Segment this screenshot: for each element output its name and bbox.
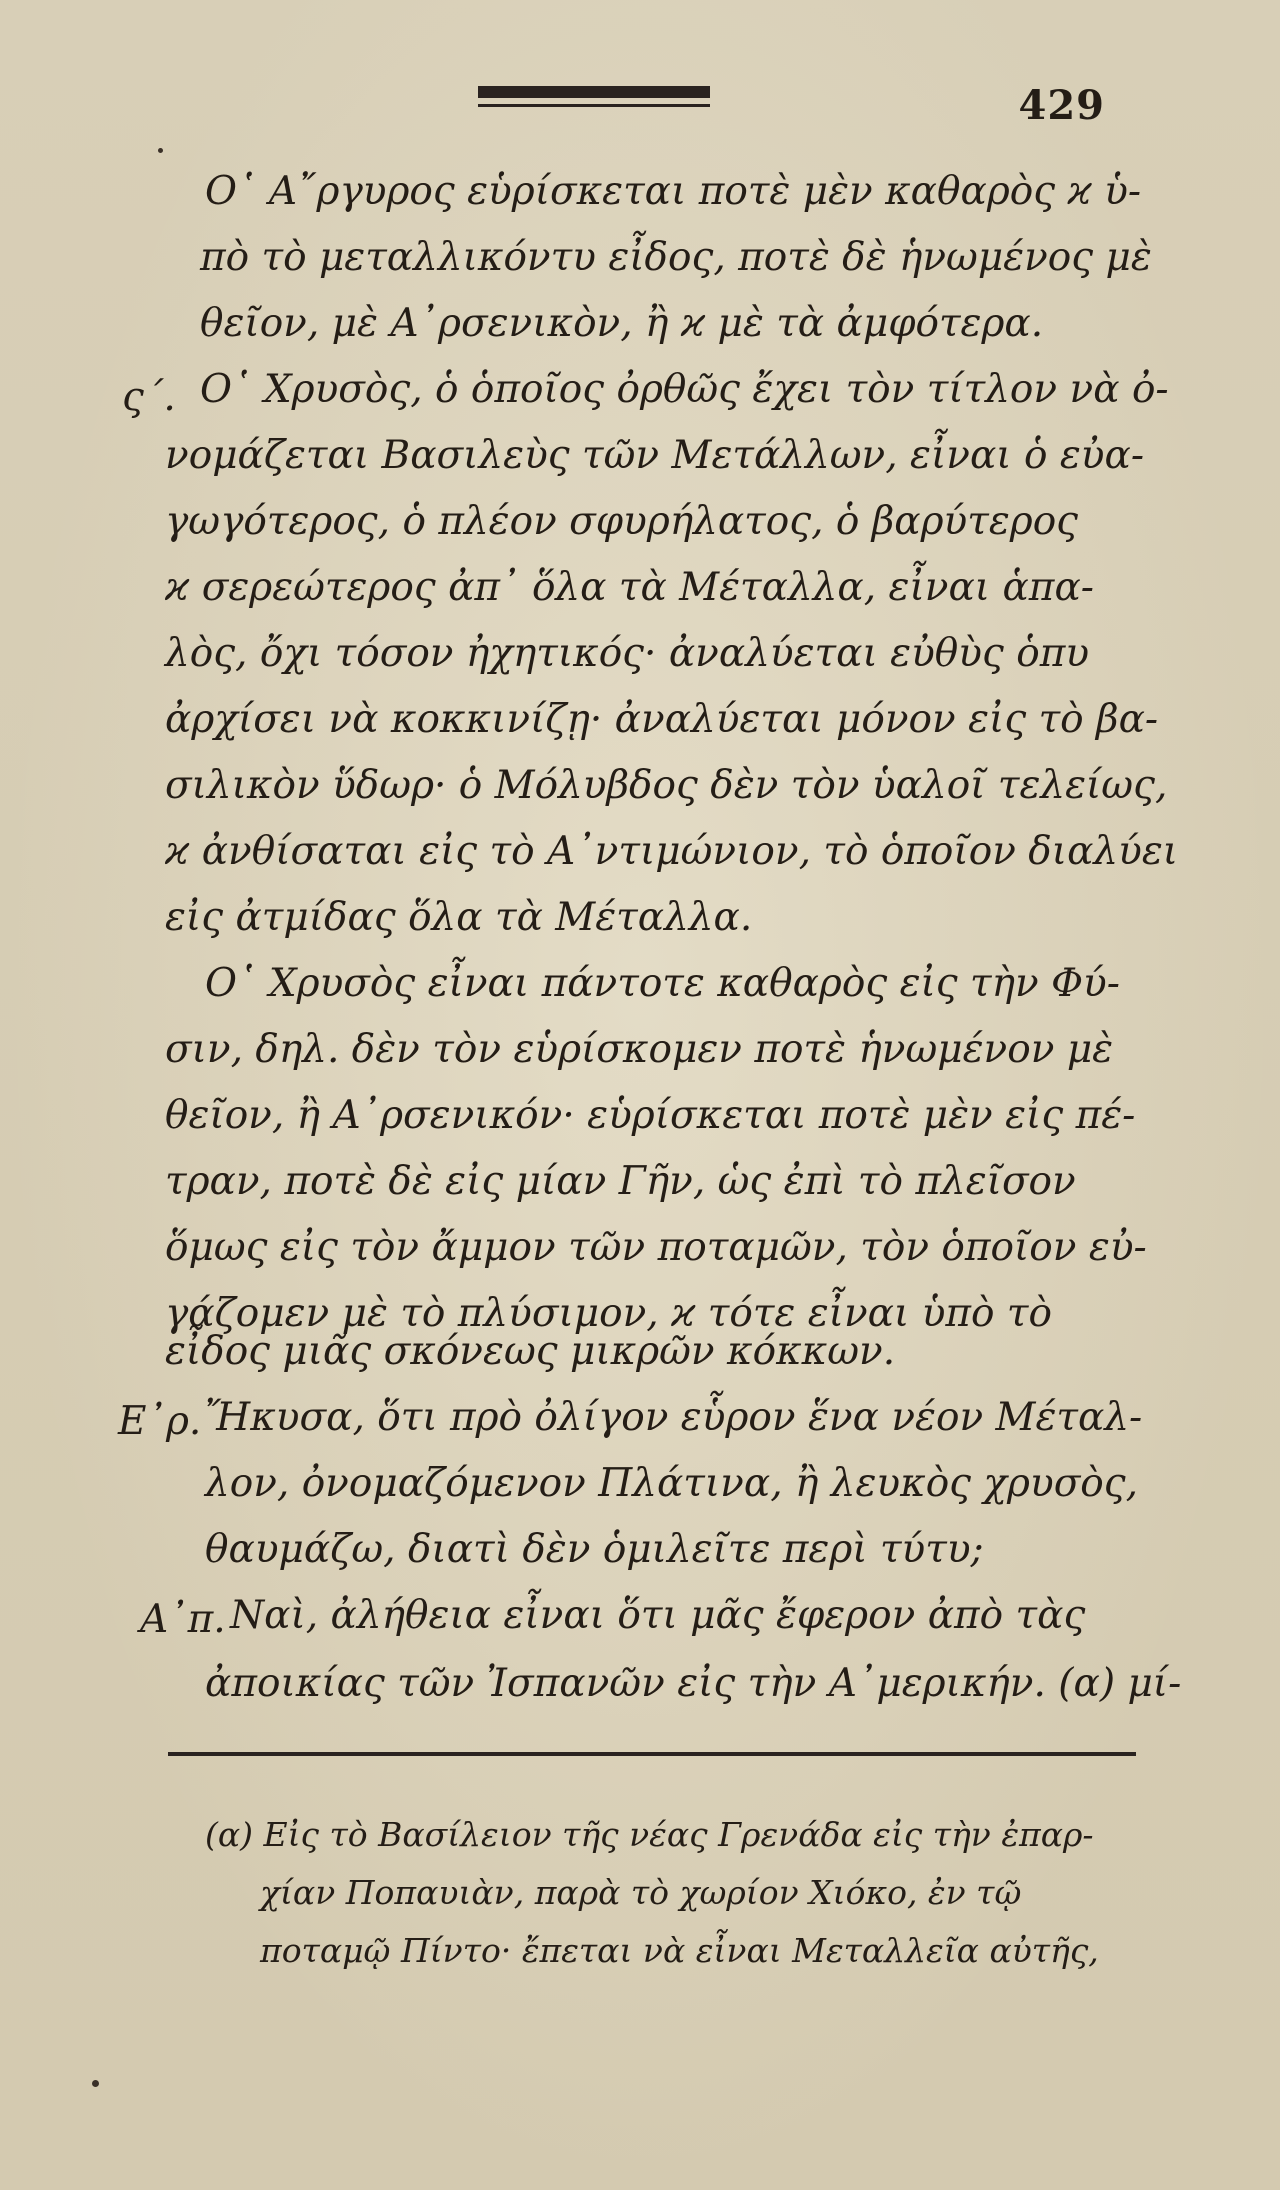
text-line: γάζομεν μὲ τὸ πλύσιμον, ϰ τότε εἶναι ὑπὸ τὸ: [165, 1291, 1052, 1336]
text-line: γωγότερος, ὁ πλέον σφυρήλατος, ὁ βαρύτερος: [165, 499, 1079, 544]
text-line: εἰς ἀτμίδας ὅλα τὰ Μέταλλα.: [165, 895, 753, 940]
text-line: σιν, δηλ. δὲν τὸν εὑρίσκομεν ποτὲ ἡνωμένον μὲ: [165, 1027, 1114, 1072]
text-line: Ο῾ Χρυσὸς εἶναι πάντοτε καθαρὸς εἰς τὴν Φύ-: [205, 961, 1120, 1006]
text-line: Ναὶ, ἀλήθεια εἶναι ὅτι μᾶς ἔφερον ἀπὸ τὰς: [230, 1593, 1086, 1638]
text-line: Ἤκυσα, ὅτι πρὸ ὀλίγον εὗρον ἕνα νέον Μέταλ-: [205, 1395, 1143, 1440]
footnote-line: (α) Εἰς τὸ Βασίλειον τῆς νέας Γρενάδα εἰς τὴν ἐπαρ-: [205, 1815, 1094, 1854]
text-line: λὸς, ὄχι τόσον ἠχητικός· ἀναλύεται εὐθὺς ὁπυ: [165, 631, 1090, 676]
text-line: ἀρχίσει νὰ κοκκινίζῃ· ἀναλύεται μόνον εἰς τὸ βα-: [165, 697, 1159, 742]
text-line: Ο῾ Χρυσὸς, ὁ ὁποῖος ὀρθῶς ἔχει τὸν τίτλον νὰ ὀ-: [200, 367, 1169, 412]
text-line: ὅμως εἰς τὸν ἄμμον τῶν ποταμῶν, τὸν ὁποῖον εὐ-: [165, 1225, 1147, 1270]
header-ornament-rule: [478, 86, 710, 98]
paper-speck: [158, 148, 163, 153]
answer-speaker: Α᾿π.: [140, 1597, 226, 1642]
text-line: εἶδος μιᾶς σκόνεως μικρῶν κόκκων.: [165, 1329, 896, 1374]
header-thin-rule: [478, 104, 710, 107]
text-line: θαυμάζω, διατὶ δὲν ὁμιλεῖτε περὶ τύτυ;: [205, 1527, 984, 1572]
page-number: 429: [1018, 82, 1105, 129]
footnote-line: χίαν Ποπαυιὰν, παρὰ τὸ χωρίον Χιόκο, ἐν τῷ: [260, 1873, 1022, 1912]
text-line: ϰ σερεώτερος ἀπ᾿ ὅλα τὰ Μέταλλα, εἶναι ἁπα-: [165, 565, 1094, 610]
paper-speck: [92, 2080, 99, 2087]
text-line: Ο῾ Α῎ργυρος εὑρίσκεται ποτὲ μὲν καθαρὸς ϰ ὑ-: [205, 169, 1142, 214]
text-line: ϰ ἀνθίσαται εἰς τὸ Α᾿ντιμώνιον, τὸ ὁποῖον διαλύει: [165, 829, 1179, 874]
text-line: θεῖον, μὲ Α᾿ρσενικὸν, ἢ ϰ μὲ τὰ ἀμφότερα.: [200, 301, 1044, 346]
text-line: ἀποικίας τῶν Ἰσπανῶν εἰς τὴν Α᾿μερικήν. (α) μί-: [205, 1661, 1182, 1706]
section-mark: ς΄.: [122, 375, 176, 420]
text-line: πὸ τὸ μεταλλικόντυ εἶδος, ποτὲ δὲ ἡνωμένος μὲ: [200, 235, 1152, 280]
question-speaker: Ε᾿ρ.: [118, 1399, 202, 1444]
text-line: νομάζεται Βασιλεὺς τῶν Μετάλλων, εἶναι ὁ εὐα-: [165, 433, 1145, 478]
text-line: λον, ὀνομαζόμενον Πλάτινα, ἢ λευκὸς χρυσὸς,: [205, 1461, 1139, 1506]
footnote-line: ποταμῷ Πίντο· ἔπεται νὰ εἶναι Μεταλλεῖα αὐτῆς,: [260, 1931, 1099, 1970]
text-line: τραν, ποτὲ δὲ εἰς μίαν Γῆν, ὡς ἐπὶ τὸ πλεῖσον: [165, 1159, 1076, 1204]
text-line: θεῖον, ἢ Α᾿ρσενικόν· εὑρίσκεται ποτὲ μὲν εἰς πέ-: [165, 1093, 1136, 1138]
text-line: σιλικὸν ὕδωρ· ὁ Μόλυβδος δὲν τὸν ὑαλοῖ τελείως,: [165, 763, 1168, 808]
footnote-rule: [168, 1752, 1136, 1756]
